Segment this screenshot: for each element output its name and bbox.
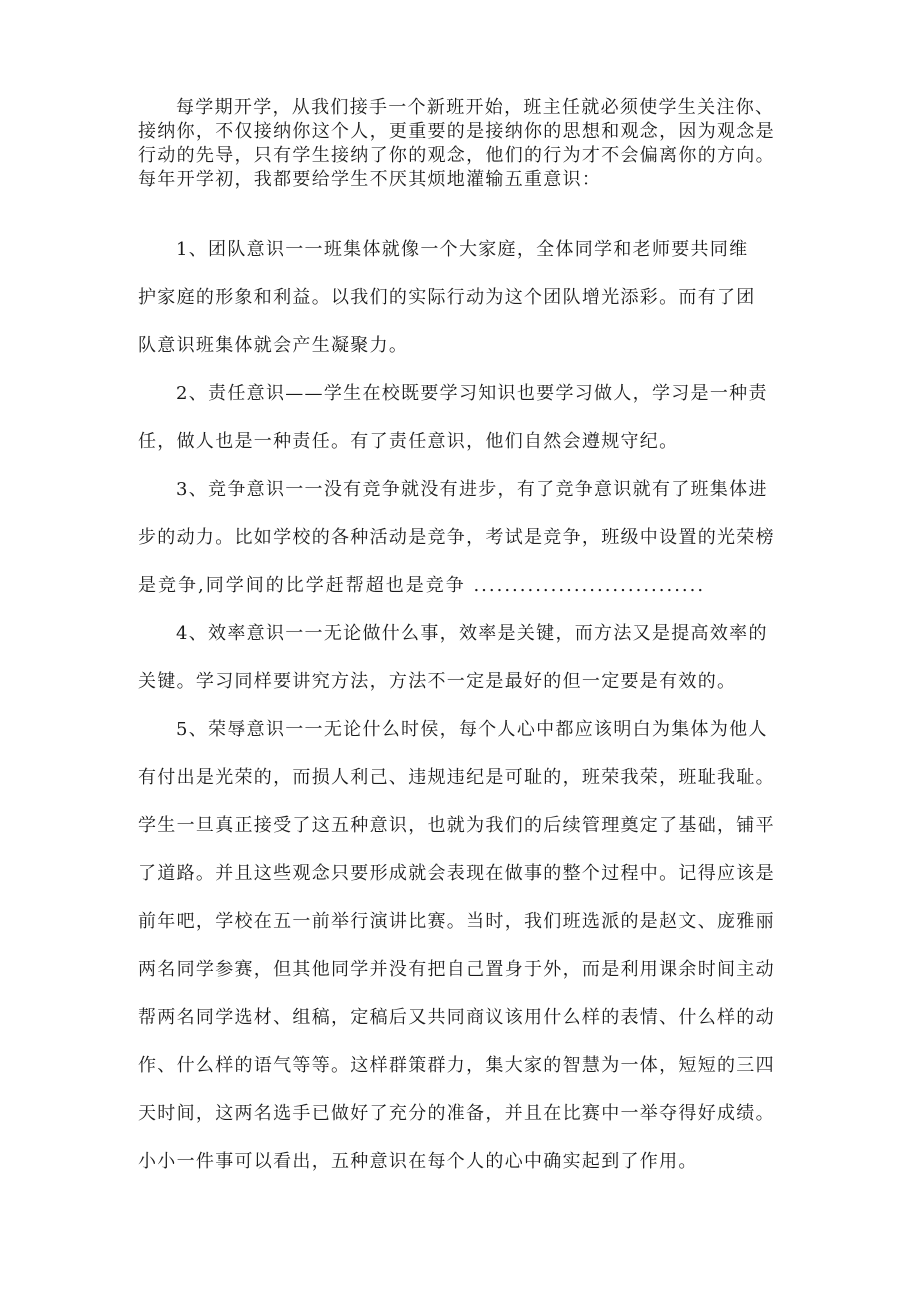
item-competition-line: 步的动力。比如学校的各种活动是竞争，考试是竞争，班级中设置的光荣榜 [138, 527, 775, 548]
text-line: 了道路。并且这些观念只要形成就会表现在做事的整个过程中。记得应该是 [138, 863, 775, 884]
item-honor-line: 5、荣辱意识一一无论什么时侯，每个人心中都应该明白为集体为他人 [176, 719, 768, 740]
item-responsibility-line: 任，做人也是一种责任。有了责任意识，他们自然会遵规守纪。 [138, 431, 679, 452]
text-line: 行动的先导，只有学生接纳了你的观念，他们的行为才不会偏离你的方向。 [138, 145, 775, 166]
item-competition-line: 是竞争,同学间的比学赶帮超也是竞争 .............................. [138, 575, 706, 596]
text-line: 每年开学初，我都要给学生不厌其烦地灌输五重意识： [138, 169, 602, 190]
intro-paragraph [138, 96, 798, 192]
text-line: 接纳你，不仅接纳你这个人，更重要的是接纳你的思想和观念，因为观念是 [138, 121, 775, 142]
item-honor-line: 有付出是光荣的，而损人利己、违规违纪是可耻的，班荣我荣，班耻我耻。 [138, 767, 775, 788]
text-line: 两名同学参赛，但其他同学并没有把自己置身于外，而是利用课余时间主动 [138, 959, 775, 980]
text-line: 帮两名同学选材、组稿，定稿后又共同商议该用什么样的表情、什么样的动 [138, 1007, 775, 1028]
text-line: 每学期开学，从我们接手一个新班开始，班主任就必须使学生关注你、 [176, 97, 775, 118]
item-team-line: 护家庭的形象和利益。以我们的实际行动为这个团队增光添彩。而有了团 [138, 287, 756, 308]
text-line: 天时间，这两名选手已做好了充分的准备，并且在比赛中一举夺得好成绩。 [138, 1103, 775, 1124]
item-efficiency-line: 4、效率意识一一无论做什么事，效率是关键，而方法又是提高效率的 [176, 623, 768, 644]
text-line: 作、什么样的语气等等。这样群策群力，集大家的智慧为一体，短短的三四 [138, 1055, 775, 1076]
item-team-line: 队意识班集体就会产生凝聚力。 [138, 335, 409, 356]
item-competition-line: 3、竞争意识一一没有竞争就没有进步，有了竞争意识就有了班集体进 [176, 479, 768, 500]
consciousness-list [138, 226, 798, 1186]
text-line: 前年吧，学校在五一前举行演讲比赛。当时，我们班选派的是赵文、庞雅丽 [138, 911, 775, 932]
item-team-line: 1、团队意识一一班集体就像一个大家庭，全体同学和老师要共同维 [176, 239, 749, 260]
text-line: 小小一件事可以看出，五种意识在每个人的心中确实起到了作用。 [138, 1151, 698, 1172]
item-responsibility-line: 2、责任意识——学生在校既要学习知识也要学习做人，学习是一种责 [176, 383, 768, 404]
text-line: 学生一旦真正接受了这五种意识，也就为我们的后续管理奠定了基础，铺平 [138, 815, 775, 836]
item-efficiency-line: 关键。学习同样要讲究方法，方法不一定是最好的但一定要是有效的。 [138, 671, 737, 692]
